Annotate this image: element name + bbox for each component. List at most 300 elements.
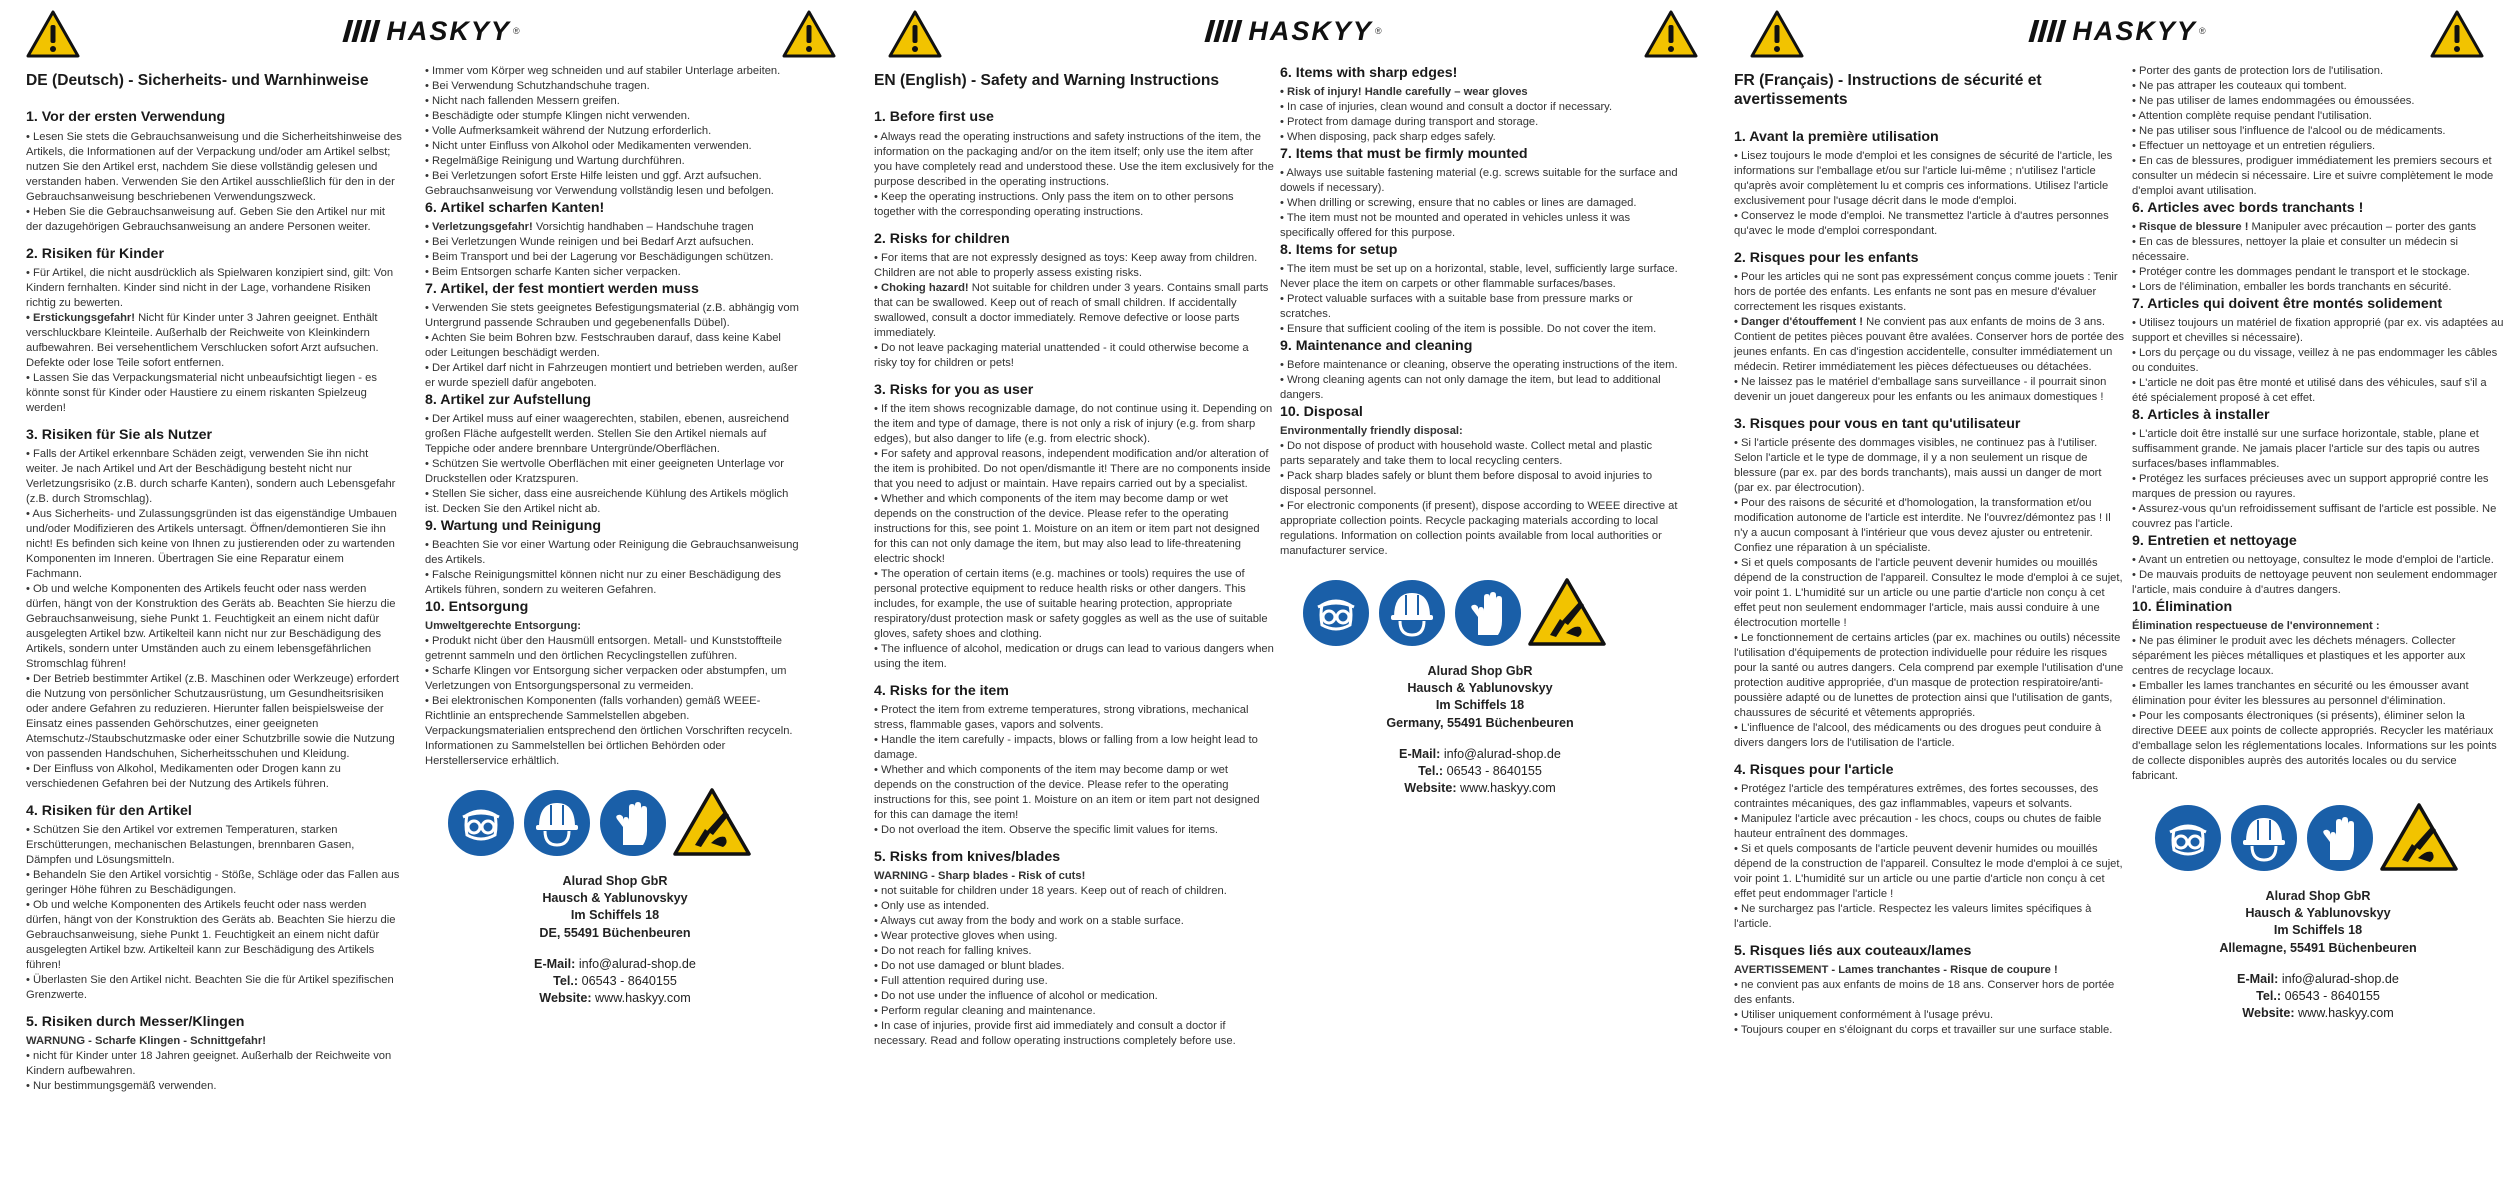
paragraph: • L'influence de l'alcool, des médicaments ou des drogues peut conduire à divers dangers lors de l'utilisation de l'article. [1734,722,2102,750]
paragraph: • Porter des gants de protection lors de l'utilisation. [2132,65,2384,77]
section-title: 1. Avant la première utilisation [1734,128,1939,145]
paragraph [425,619,805,634]
paragraph: • Only use as intended. [874,899,990,912]
section-title: 6. Items with sharp edges! [1280,65,1458,81]
safety-signs [1300,577,1680,649]
paragraph: • Keep the operating instructions. Only pass the item on to other persons together with the corresponding operating instructions. [874,190,1234,218]
paragraph: • Bei Verwendung Schutzhandschuhe tragen. [425,80,650,92]
section-block [425,64,805,199]
email-label: E-Mail: [534,956,579,971]
section-title: 3. Risques pour vous en tant qu'utilisateur [1734,416,2021,433]
section-block [1280,337,1680,403]
paragraph: • not suitable for children under 18 years. Keep out of reach of children. [874,884,1227,897]
paragraph: • Immer vom Körper weg schneiden und auf stabiler Unterlage arbeiten. [425,65,781,77]
section-block [2132,64,2504,199]
paragraph [1734,315,2124,375]
company-city: Germany, 55491 Büchenbeuren [1386,715,1574,730]
top-bar [1724,10,2510,64]
section-title: 2. Risiken für Kinder [26,245,164,262]
eye-protection-sign-icon [1300,577,1372,649]
paragraph: • In case of injuries, provide first aid immediately and consult a doctor if necessary. Read and follow operating instructions completely before use. [874,1019,1236,1047]
section-title: 4. Risks for the item [874,682,1009,699]
paragraph: • Beim Entsorgen scharfe Kanten sicher verpacken. [425,266,681,279]
section-block [874,230,1274,371]
paragraph: • Ensure that sufficient cooling of the item is possible. Do not cover the item. [1280,323,1657,336]
logo-reg-mark: ® [2198,26,2206,36]
paragraph: • Nicht unter Einfluss von Alkohol oder Medikamenten verwenden. [425,140,752,152]
warning-label: Élimination respectueuse de l'environnement : [2132,620,2380,633]
paragraph: • Manipulez l'article avec précaution - les chocs, coups ou chutes de faible hauteur entraînent des dommages. [1734,813,2102,841]
cut-hazard-sign-icon [2380,802,2452,874]
paragraph: • Beim Transport und bei der Lagerung vor Beschädigungen schützen. [425,251,774,264]
email-value: info@alurad-shop.de [578,956,696,971]
website-row [2132,1005,2504,1022]
warning-label: • Verletzungsgefahr! [425,221,533,234]
paragraph: • Überlasten Sie den Artikel nicht. Beachten Sie die für Artikel spezifischen Grenzwerte. [26,973,394,1001]
email-value: info@alurad-shop.de [1443,746,1561,761]
company-name: Alurad Shop GbR [2265,889,2371,904]
section-title: 6. Artikel scharfen Kanten! [425,200,605,216]
paragraph: • Handle the item carefully - impacts, blows or falling from a low height lead to damage. [874,733,1258,761]
paragraph: • Beschädigte oder stumpfe Klingen nicht verwenden. [425,110,691,122]
top-bar [0,10,862,64]
section-block [26,245,402,416]
section-block [425,517,805,598]
paragraph: • Pour les composants électroniques (si présents), éliminer selon la directive DEEE aux points de collecte appropriés. Recycler les matériaux d'emballage selon les réglementations locales. Informations sur les points de collecte disponibles auprès des autorités locales ou du service fabricant. [2132,710,2497,783]
section-block [425,598,805,769]
paragraph: • Ne pas utiliser de lames endommagées ou émoussées. [2132,95,2415,107]
safety-signs [2152,802,2504,874]
website-value: www.haskyy.com [2298,1005,2394,1020]
paragraph: • Si et quels composants de l'article peuvent devenir humides ou mouillés dépend de la construction de l'appareil. Consultez le mode d'emploi à ce sujet, voir point 1. L'humidité sur un article ou une partie d'article non conçu à cet effet peut endommager l'article ! [1734,843,2123,901]
top-bar [862,10,1724,64]
paragraph: • The item must not be mounted and operated in vehicles unless it was specifically offered for this purpose. [1280,212,1631,240]
paragraph: • Utiliser uniquement conformément à l'usage prévu. [1734,1009,1994,1022]
company-owners: Hausch & Yablunovskyy [1407,681,1553,696]
company-contact [1280,746,1680,797]
paragraph: • Conservez le mode d'emploi. Ne transmettez l'article à d'autres personnes qu'avec le mode d'emploi correspondant. [1734,210,2109,237]
logo-bars-icon [1204,20,1246,42]
phone-row [2132,988,2504,1005]
warning-label: • Risque de blessure ! [2132,221,2249,234]
paragraph [26,1034,402,1049]
website-value: www.haskyy.com [595,990,691,1005]
panel-en [862,0,1724,1184]
paragraph-text: Nicht für Kinder unter 3 Jahren geeignet. Enthält verschluckbare Kleinteile. Außerhalb der Reichweite von Kleinkindern aufbewahren. Bei versehentlichem Verschlucken sofort Arzt aufsuchen. Defekte oder lose Teile sofort entfernen. [26,311,379,369]
paragraph: • Bei Verletzungen Wunde reinigen und bei Bedarf Arzt aufsuchen. [425,236,754,249]
paragraph: • Bei Verletzungen sofort Erste Hilfe leisten und ggf. Arzt aufsuchen. Gebrauchsanweisung vor Verwendung vollständig lesen und befolgen. [425,170,774,197]
section-title: 4. Risiken für den Artikel [26,802,192,819]
phone-label: Tel.: [2256,988,2285,1003]
paragraph: • Beachten Sie vor einer Wartung oder Reinigung die Gebrauchsanweisung des Artikels. [425,539,799,567]
eye-protection-sign-icon [445,787,517,859]
paragraph: • Lors du perçage ou du vissage, veillez à ne pas endommager les câbles ou conduites. [2132,347,2498,375]
paragraph: • Ob und welche Komponenten des Artikels feucht oder nass werden dürfen, hängt von der Konstruktion des Geräts ab. Beachten Sie hierzu die Gebrauchsanweisung, siehe Punkt 1. Feuchtigkeit an einem nicht dafür ausgelegten Artikel bzw. Artikelteil kann zur Beschädigung des Artikels führen! [26,898,396,971]
company-owners: Hausch & Yablunovskyy [542,891,688,906]
hand-protection-sign-icon [597,787,669,859]
paragraph: • Der Betrieb bestimmter Artikel (z.B. Maschinen oder Werkzeuge) erfordert die Nutzung von persönlicher Schutzausrüstung, um Gesundheitsrisiken oder andere Gefahren zu reduzieren. Hierunter fallen beispielsweise der Einsatz eines passenden Gehörschutzes, einer geeigneten Atemschutz-/Staubschutzmaske oder einer Schutzbrille sowie die Nutzung von passenden Handschuhen, Sicherheitsschuhen und Kleidung. [26,672,400,760]
section-title: 10. Entsorgung [425,599,529,616]
company-street: Im Schiffels 18 [1435,698,1525,713]
paragraph: • Protégez l'article des températures extrêmes, des fortes secousses, des contraintes mécaniques, des gaz inflammables, vapeurs et solvants. [1734,783,2099,811]
paragraph: • Pour les articles qui ne sont pas expressément conçus comme jouets : Tenir hors de portée des enfants. Les enfants ne sont pas en mesure d'évaluer correctement les risques existants. [1734,271,2118,314]
column-right [2132,64,2504,1022]
section-list [2132,64,2504,784]
paragraph: • Always cut away from the body and work on a stable surface. [874,914,1184,927]
section-block [425,391,805,517]
section-list [425,64,805,769]
company-city: DE, 55491 Büchenbeuren [539,925,691,940]
page-title: DE (Deutsch) - Sicherheits- und Warnhinweise [26,72,369,89]
section-title: 2. Risques pour les enfants [1734,250,1919,266]
section-block [2132,532,2504,598]
warning-triangle-icon [1644,10,1698,58]
section-title: 5. Risiken durch Messer/Klingen [26,1013,245,1030]
paragraph: • Der Artikel darf nicht in Fahrzeugen montiert und betrieben werden, außer er wurde speziell dafür angeboten. [425,362,798,390]
section-block [1280,403,1680,559]
section-block [874,848,1274,1049]
paragraph-text: Manipuler avec précaution – porter des gants [2248,221,2477,234]
paragraph: • The operation of certain items (e.g. machines or tools) requires the use of personal protective equipment to reduce health risks or other dangers. This includes, for example, the use of suitable hearing protection, appropriate respiratory/dust protection mask or safety goggles as well as the use of suitable gloves, safety shoes and clothing. [874,567,1268,640]
paragraph: • Ne pas attraper les couteaux qui tombent. [2132,80,2347,92]
warning-label: • Choking hazard! [874,281,969,294]
paragraph: • Before maintenance or cleaning, observe the operating instructions of the item. [1280,359,1678,372]
section-block [2132,406,2504,532]
warning-label: AVERTISSEMENT - Lames tranchantes - Risque de coupure ! [1734,964,2058,977]
paragraph: • Do not use under the influence of alcohol or medication. [874,989,1158,1002]
paragraph: • Heben Sie die Gebrauchsanweisung auf. Geben Sie den Artikel nur mit der dazugehörigen Gebrauchsanweisung an andere Personen weiter. [26,205,386,233]
paragraph: • Ne laissez pas le matériel d'emballage sans surveillance - il pourrait sinon devenir un jouet dangereux pour les enfants ou les animaux domestiques ! [1734,376,2107,404]
section-block [1734,128,2124,239]
section-title: 8. Articles à installer [2132,407,2270,424]
section-title: 4. Risques pour l'article [1734,762,1894,779]
paragraph: • Falls der Artikel erkennbare Schäden zeigt, verwenden Sie ihn nicht weiter. Je nach Artikel und Art der Beschädigung besteht nicht nur Verletzungsrisiko (z.B. durch scharfe Kanten), sondern auch Lebensgefahr (z.B. durch Stromschlag). [26,447,396,505]
logo-reg-mark: ® [1374,26,1382,36]
paragraph: • The item must be set up on a horizontal, stable, level, sufficiently large surface. Never place the item on carpets or other flammable surfaces/bases. [1280,263,1678,291]
paragraph [2132,220,2504,235]
warning-triangle-icon [782,10,836,58]
warning-label: Environmentally friendly disposal: [1280,425,1463,438]
paragraph: • Der Einfluss von Alkohol, Medikamenten oder Drogen kann zu verschiedenen Gefahren bei der Nutzung des Artikels führen. [26,762,341,790]
paragraph: • Si l'article présente des dommages visibles, ne continuez pas à l'utiliser. Selon l'article et le type de dommage, il y a non seulement un risque de blessure (par ex. par des bords tranchants), mais aussi un danger de mort (par ex. par électrocution). [1734,437,2102,495]
section-title: 8. Items for setup [1280,242,1398,259]
section-list [874,108,1274,1048]
company-info [2132,888,2504,1022]
section-title: 5. Risques liés aux couteaux/lames [1734,943,1972,960]
company-city: Allemagne, 55491 Büchenbeuren [2219,940,2417,955]
paragraph: • For items that are not expressly designed as toys: Keep away from children. Children are not able to properly assess existing risks. [874,251,1258,279]
paragraph [1280,424,1680,439]
paragraph: • Pour des raisons de sécurité et d'homologation, la transformation et/ou modification autonome de l'article est interdite. Ne l'ouvrez/démontez pas ! Il n'y a aucun composant à l'intérieur que vous devez ajuster ou entretenir. Confiez une réparation à un spécialiste. [1734,497,2111,555]
section-title: 2. Risks for children [874,230,1010,247]
logo-text: HASKYY [1248,15,1373,46]
eye-protection-sign-icon [2152,802,2224,874]
section-title: 9. Entretien et nettoyage [2132,533,2297,550]
paragraph: • Aus Sicherheits- und Zulassungsgründen ist das eigenständige Umbauen und/oder Modifizieren des Artikels untersagt. Öffnen/demontieren Sie ihn nicht! Es befinden sich keine von Ihnen zu justierenden oder zu wartenden Komponenten im Inneren. Übertragen Sie eine Reparatur einem Fachmann. [26,507,397,580]
warning-label: WARNING - Sharp blades - Risk of cuts! [874,869,1086,882]
paragraph: • If the item shows recognizable damage, do not continue using it. Depending on the item and type of damage, there is not only a risk of injury (e.g. from sharp edges), but also danger to life (e.g. from electric shock). [874,402,1273,445]
section-block [1734,761,2124,932]
paragraph: • Nur bestimmungsgemäß verwenden. [26,1079,217,1092]
paragraph: • For safety and approval reasons, independent modification and/or alteration of the item is prohibited. Do not open/dismantle it! There are no components inside that you need to adjust or maintain. Have repairs carried out by a specialist. [874,447,1271,490]
paragraph [26,311,402,371]
paragraph [425,220,805,235]
paragraph: • Schützen Sie den Artikel vor extremen Temperaturen, starken Erschütterungen, mechanischen Belastungen, brennbaren Gasen, Dämpfen und Lösungsmitteln. [26,823,355,866]
section-title: 9. Maintenance and cleaning [1280,338,1473,355]
company-info [425,873,805,1007]
paragraph: • Der Artikel muss auf einer waagerechten, stabilen, ebenen, ausreichend großen Fläche aufgestellt werden. Stellen Sie den Artikel niemals auf Teppiche oder andere brennbare Untergründe/Oberflächen. [425,413,789,456]
section-block [425,199,805,280]
paragraph: • When disposing, pack sharp edges safely. [1280,131,1496,144]
company-info [1280,663,1680,797]
section-block [1734,415,2124,751]
paragraph: • Wrong cleaning agents can not only damage the item, but lead to additional dangers. [1280,374,1661,402]
head-protection-sign-icon [2228,802,2300,874]
section-title: 10. Disposal [1280,404,1363,421]
section-block [26,426,402,792]
paragraph: • Lassen Sie das Verpackungsmaterial nicht unbeaufsichtigt liegen - es könnte sonst für Kinder oder Haustiere zu einem riskanten Spielzeug werden! [26,371,377,414]
paragraph: • Always use suitable fastening material (e.g. screws suitable for the surface and dowels if necessary). [1280,167,1678,195]
cut-hazard-sign-icon [673,787,745,859]
paragraph: • Avant un entretien ou nettoyage, consultez le mode d'emploi de l'article. [2132,554,2494,567]
paragraph-text: Vorsichtig handhaben – Handschuhe tragen [532,221,754,234]
paragraph: • Achten Sie beim Bohren bzw. Festschrauben darauf, dass keine Kabel oder Leitungen beschädigt werden. [425,332,781,360]
section-block [26,1013,402,1094]
website-row [1280,780,1680,797]
section-block [2132,598,2504,784]
section-title: 6. Articles avec bords tranchants ! [2132,200,2364,216]
paragraph: • En cas de blessures, nettoyer la plaie et consulter un médecin si nécessaire. [2132,236,2459,264]
paragraph-text: Ne convient pas aux enfants de moins de 3 ans. Contient de petites pièces pouvant être avalées. Conserver hors de portée des jeunes enfants. En cas d'ingestion accidentelle, consulter immédiatement un médecin. Retirer immédiatement les pièces défectueuses ou détachées. [1734,316,2124,374]
phone-label: Tel.: [1418,763,1447,778]
paragraph: • nicht für Kinder unter 18 Jahren geeignet. Außerhalb der Reichweite von Kindern aufbewahren. [26,1049,392,1077]
website-label: Website: [2242,1005,2299,1020]
paragraph: • De mauvais produits de nettoyage peuvent non seulement endommager l'article, mais conduire à d'autres dangers. [2132,569,2498,597]
paragraph: • Ne pas utiliser sous l'influence de l'alcool ou de médicaments. [2132,125,2446,137]
paragraph: • Full attention required during use. [874,974,1048,987]
company-name: Alurad Shop GbR [562,874,668,889]
warning-triangle-icon [1750,10,1804,58]
section-title: 3. Risiken für Sie als Nutzer [26,426,213,443]
company-contact [425,956,805,1007]
paragraph: • Utilisez toujours un matériel de fixation approprié (par ex. vis adaptées au support et chevilles si nécessaire). [2132,317,2504,345]
logo-bars-icon [342,20,384,42]
column-left [1734,64,2124,1038]
section-block [1280,241,1680,337]
paragraph: • Attention complète requise pendant l'utilisation. [2132,110,2372,122]
haskyy-logo [1204,15,1382,46]
hand-protection-sign-icon [1452,577,1524,649]
phone-value: 06543 - 8640155 [581,973,677,988]
column-left [26,64,402,1094]
paragraph: • Always read the operating instructions and safety instructions of the item, the information on the packaging and/or on the item itself; only use the item after you have completely read and understood these. Use the item exclusively for the purpose described in the operating instructions. [874,130,1274,188]
paragraph [874,281,1274,341]
paragraph: • Protect the item from extreme temperatures, strong vibrations, mechanical stress, flammable gases, vapors and solvents. [874,703,1249,731]
phone-value: 06543 - 8640155 [2284,988,2380,1003]
email-label: E-Mail: [1399,746,1444,761]
paragraph [874,869,1274,884]
paragraph: • Protect from damage during transport and storage. [1280,116,1539,129]
panel-de [0,0,862,1184]
section-list [1734,128,2124,1038]
section-block [1734,249,2124,405]
paragraph: • Schützen Sie wertvolle Oberflächen mit einer geeigneten Unterlage vor Druckstellen oder Kratzspuren. [425,458,785,486]
warning-triangle-icon [26,10,80,58]
paragraph: • Lisez toujours le mode d'emploi et les consignes de sécurité de l'article, les informations sur l'emballage et/ou sur l'article lui-même ; n'utilisez l'article qu'après avoir complètement lu et compris ces informations. Utilisez l'article exclusivement pour l'usage décrit dans le mode d'emploi. [1734,150,2113,207]
page-title: EN (English) - Safety and Warning Instructions [874,72,1220,89]
section-block [1280,64,1680,145]
section-list [1280,64,1680,559]
panel-fr [1724,0,2510,1184]
website-value: www.haskyy.com [1460,780,1556,795]
page-title: FR (Français) - Instructions de sécurité et avertissements [1734,72,2042,109]
paragraph: • Do not leave packaging material unattended - it could otherwise become a risky toy for children or pets! [874,341,1249,369]
paragraph: • Do not use damaged or blunt blades. [874,959,1065,972]
column-left [874,64,1274,1049]
section-title: 3. Risks for you as user [874,381,1034,398]
warning-label: • Danger d'étouffement ! [1734,316,1864,329]
paragraph: • Wear protective gloves when using. [874,929,1058,942]
paragraph: • Ne surchargez pas l'article. Respectez les valeurs limites spécifiques à l'article. [1734,903,2092,931]
section-block [874,682,1274,838]
paragraph: • When drilling or screwing, ensure that no cables or lines are damaged. [1280,197,1637,210]
section-block [26,802,402,1003]
phone-row [1280,763,1680,780]
section-block [874,108,1274,219]
warning-triangle-icon [888,10,942,58]
warning-triangle-icon [2430,10,2484,58]
paragraph: • For electronic components (if present), dispose according to WEEE directive at appropriate collection points. Recycle packaging materials according to local regulations. Information on collection points available from local authorities or manufacturer service. [1280,500,1678,558]
paragraph: • Ne pas éliminer le produit avec les déchets ménagers. Collecter séparément les pièces métalliques et plastiques et les apporter aux centres de recyclage locaux. [2132,635,2466,678]
paragraph: • Do not overload the item. Observe the specific limit values for items. [874,823,1219,836]
column-right [425,64,805,1007]
paragraph: • L'article ne doit pas être monté et utilisé dans des véhicules, sauf s'il a été spécialement proposé à cet effet. [2132,377,2487,405]
head-protection-sign-icon [1376,577,1448,649]
cut-hazard-sign-icon [1528,577,1600,649]
paragraph: • Falsche Reinigungsmittel können nicht nur zu einer Beschädigung des Artikels führen, sondern zu weiteren Gefahren. [425,569,781,597]
paragraph: • Verwenden Sie stets geeignetes Befestigungsmaterial (z.B. abhängig vom Untergrund passende Schrauben und gegebenenfalls Dübel). [425,302,799,330]
paragraph: • Whether and which components of the item may become damp or wet depends on the construction of the device. Please refer to the operating instructions for this, see point 1. Moisture on an item or item part not designed for this can damage the item! [874,763,1260,821]
paragraph: • Pack sharp blades safely or blunt them before disposal to avoid injuries to disposal personnel. [1280,470,1653,498]
section-title: 1. Vor der ersten Verwendung [26,109,226,126]
phone-row [425,973,805,990]
section-block [2132,199,2504,295]
safety-signs [445,787,805,859]
paragraph: • Ob und welche Komponenten des Artikels feucht oder nass werden dürfen, hängt von der Konstruktion des Geräts ab. Beachten Sie hierzu die Gebrauchsanweisung, siehe Punkt 1. Feuchtigkeit an einem nicht dafür ausgelegten Artikel bzw. Artikelteil kann nicht nur zur Beschädigung des Artikels, sondern unter Umständen auch zu einem lebensgefährlichen Stromschlag führen! [26,582,396,670]
paragraph: • L'article doit être installé sur une surface horizontale, stable, plane et suffisamment grande. Ne jamais placer l'article sur des tapis ou autres surfaces/bases inflammables. [2132,428,2480,471]
logo-reg-mark: ® [512,26,520,36]
paragraph [1734,963,2124,978]
section-title: 1. Before first use [874,109,994,126]
paragraph: • Produkt nicht über den Hausmüll entsorgen. Metall- und Kunststoffteile getrennt sammeln und den örtlichen Recyclingstellen zuführen. [425,635,782,663]
section-title: 8. Artikel zur Aufstellung [425,392,592,409]
paragraph: • Toujours couper en s'éloignant du corps et travailler sur une surface stable. [1734,1024,2113,1037]
website-row [425,990,805,1007]
paragraph: • Assurez-vous qu'un refroidissement suffisant de l'article est possible. Ne couvrez pas l'article. [2132,503,2497,531]
section-title: 10. Élimination [2132,599,2233,616]
phone-label: Tel.: [553,973,582,988]
section-block [26,108,402,234]
section-title: 5. Risks from knives/blades [874,848,1061,865]
email-row [425,956,805,973]
paragraph: • Do not dispose of product with household waste. Collect metal and plastic parts separately and take them to local recycling centers. [1280,440,1653,468]
head-protection-sign-icon [521,787,593,859]
section-title: 7. Artikel, der fest montiert werden muss [425,281,699,298]
paragraph: • Lesen Sie stets die Gebrauchsanweisung und die Sicherheitshinweise des Artikels, die Informationen auf der Verpackung und/oder am Artikel selbst; nutzen Sie den Artikel erst, nachdem Sie diese vollständig gelesen und verstanden haben. Verwenden Sie den Artikel ausschließlich für den in der Gebrauchsanweisung beschriebenen Verwendungszweck. [26,130,402,203]
paragraph: • Do not reach for falling knives. [874,944,1032,957]
paragraph: • In case of injuries, clean wound and consult a doctor if necessary. [1280,101,1613,114]
paragraph: • Whether and which components of the item may become damp or wet depends on the construction of the device. Please refer to the operating instructions for this, see point 1. Moisture on an item or item part not designed for this can not only damage the item, but may also lead to life-threatening electric shock! [874,492,1260,565]
logo-text: HASKYY [386,15,511,46]
paragraph: • Perform regular cleaning and maintenance. [874,1004,1096,1017]
paragraph: • The influence of alcohol, medication or drugs can lead to various dangers when using the item. [874,642,1274,670]
email-label: E-Mail: [2237,971,2282,986]
website-label: Website: [1404,780,1461,795]
haskyy-logo [342,15,520,46]
column-right [1280,64,1680,797]
section-title: 7. Articles qui doivent être montés solidement [2132,296,2443,313]
section-title: 7. Items that must be firmly mounted [1280,146,1528,163]
paragraph: • Protect valuable surfaces with a suitable base from pressure marks or scratches. [1280,293,1633,321]
warning-label: • Risk of injury! Handle carefully – wear gloves [1280,86,1528,99]
warning-label: • Erstickungsgefahr! [26,311,135,324]
logo-text: HASKYY [2072,15,2197,46]
section-block [2132,295,2504,406]
paragraph [1280,85,1680,100]
section-title: 9. Wartung und Reinigung [425,518,602,535]
section-block [1280,145,1680,241]
paragraph: • Stellen Sie sicher, dass eine ausreichende Kühlung des Artikels möglich ist. Decken Sie den Artikel nicht ab. [425,488,789,516]
email-row [1280,746,1680,763]
company-street: Im Schiffels 18 [570,908,660,923]
paragraph [2132,619,2504,634]
paragraph: • Volle Aufmerksamkeit während der Nutzung erforderlich. [425,125,712,137]
paragraph: • Regelmäßige Reinigung und Wartung durchführen. [425,155,685,167]
warning-label: Umweltgerechte Entsorgung: [425,620,582,633]
section-block [874,381,1274,672]
paragraph: • Emballer les lames tranchantes en sécurité ou les émousser avant élimination pour éviter les blessures au personnel d'élimination. [2132,680,2469,708]
logo-bars-icon [2028,20,2070,42]
section-list [26,108,402,1093]
website-label: Website: [539,990,596,1005]
phone-value: 06543 - 8640155 [1446,763,1542,778]
company-name: Alurad Shop GbR [1427,664,1533,679]
paragraph: • Scharfe Klingen vor Entsorgung sicher verpacken oder abstumpfen, um Verletzungen von Entsorgungspersonal zu vermeiden. [425,665,787,693]
paragraph: • Für Artikel, die nicht ausdrücklich als Spielwaren konzipiert sind, gilt: Von Kindern fernhalten. Kinder sind nicht in der Lage, vorhandene Risiken richtig zu bewerten. [26,266,394,309]
section-block [1734,942,2124,1038]
paragraph: • Le fonctionnement de certains articles (par ex. machines ou outils) nécessite l'utilisation d'équipements de protection individuelle pour réduire les risques pour la santé ou autres dangers. Cela comprend par exemple l'utilisation d'une protection auditive appropriée, d'un masque de protection respiratoire/anti-poussière adapté ou de lunettes de protection ainsi que l'utilisation de gants, chaussures de sécurité et vêtements appropriés. [1734,632,2124,720]
warning-label: WARNUNG - Scharfe Klingen - Schnittgefahr! [26,1034,266,1047]
email-value: info@alurad-shop.de [2281,971,2399,986]
paragraph: • Si et quels composants de l'article peuvent devenir humides ou mouillés dépend de la construction de l'appareil. Consultez le mode d'emploi à ce sujet, voir point 1. L'humidité sur un article ou une partie d'article non conçu à cet effet peut non seulement endommager l'article, mais aussi conduire à une électrocution mortelle ! [1734,557,2123,630]
company-contact [2132,971,2504,1022]
paragraph: • En cas de blessures, prodiguer immédiatement les premiers secours et consulter un médecin si nécessaire. Lire et suivre complètement le mode d'emploi avant utilisation. [2132,155,2494,197]
paragraph: • Protégez les surfaces précieuses avec un support approprié contre les marques de pression ou rayures. [2132,473,2489,501]
haskyy-logo [2028,15,2206,46]
company-owners: Hausch & Yablunovskyy [2245,906,2391,921]
paragraph-text: Not suitable for children under 3 years. Contains small parts that can be swallowed. Keep out of reach of small children. If accidentally swallowed, consult a doctor immediately. Remove defective or loose parts immediately. [874,281,1269,339]
paragraph: • Bei elektronischen Komponenten (falls vorhanden) gemäß WEEE-Richtlinie an entsprechende Sammelstellen abgeben. Verpackungsmaterialien entsprechend den örtlichen Vorschriften recyceln. Informationen zu Sammelstellen bei örtlichen Behörden oder Herstellerservice erhältlich. [425,695,793,768]
paragraph: • Behandeln Sie den Artikel vorsichtig - Stöße, Schläge oder das Fallen aus geringer Höhe führen zu Beschädigungen. [26,868,400,896]
section-block [425,280,805,391]
paragraph: • Protéger contre les dommages pendant le transport et le stockage. [2132,266,2470,279]
hand-protection-sign-icon [2304,802,2376,874]
paragraph: • Effectuer un nettoyage et un entretien réguliers. [2132,140,2376,152]
paragraph: • Nicht nach fallenden Messern greifen. [425,95,620,107]
company-street: Im Schiffels 18 [2273,923,2363,938]
paragraph: • ne convient pas aux enfants de moins de 18 ans. Conserver hors de portée des enfants. [1734,979,2115,1007]
paragraph: • Lors de l'élimination, emballer les bords tranchants en sécurité. [2132,281,2452,294]
